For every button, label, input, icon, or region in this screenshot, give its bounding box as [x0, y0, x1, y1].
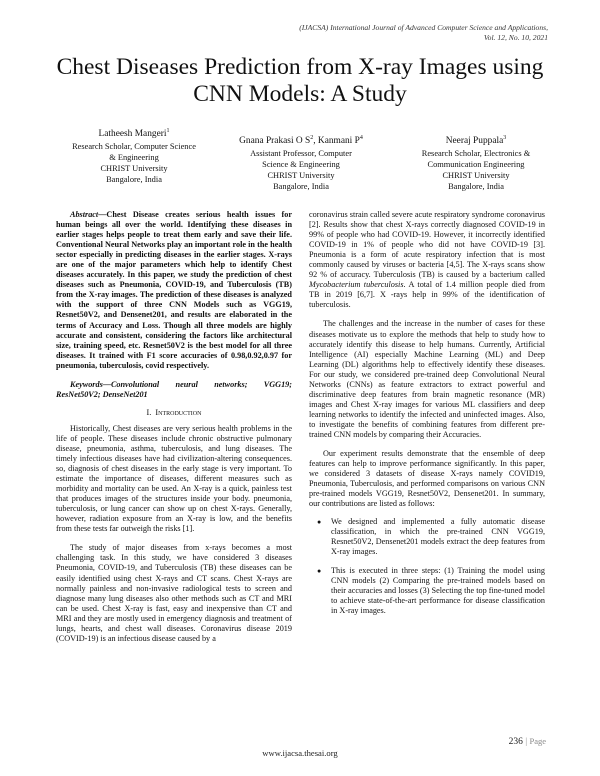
author-name: Latheesh Mangeri$^1$	[98, 128, 170, 140]
body-paragraph: coronavirus strain called severe acute respiratory syndrome coronavirus [2]. Results show that chest X-rays correctly diagnosed COVID-19 in 99% of people who had COVID-19. However, it incorrectly identified COVID-19 in 1% of people who did not have COVID-19 [3]. Pneumonia is a form of acute respiratory infection that is most commonly caused by viruses or bacteria [4,5]. The X-rays scans show 92 % of accuracy. Tuberculosis (TB) is caused by a bacterium called Mycobacterium tuberculosis. A total of 1.4 million people died from TB in 2019 [6,7]. X -rays help in 99% of the identification of tuberculosis.	[309, 210, 546, 310]
author-affiliation: Research Scholar, Computer Science	[72, 142, 196, 152]
author-affiliation: Communication Engineering	[427, 160, 525, 170]
page-separator: |	[525, 737, 528, 747]
abstract-lead: Abstract	[70, 210, 99, 219]
author-name: Gnana Prakasi O $S^2$, Kanmani $P^4$	[239, 135, 363, 147]
title-line-2: CNN Models: A Study	[193, 81, 407, 107]
section-number: I.	[146, 407, 152, 417]
keywords: Keywords—Convolutional neural networks; VGG19; ResNet50V2; DenseNet201	[56, 379, 292, 399]
body-paragraph: Our experiment results demonstrate that the ensemble of deep features can help to improve performance significantly. In this paper, we considered 3 datasets of disease X-rays namely COVID19, Pneumonia, Tuberculosis, and performed comparisons on various CNN pre-trained models VGG19, Resnet50V2, Densenet201. In summary, our contributions are listed as follows:	[309, 449, 545, 509]
abstract-text: —Chest Disease creates serious health issues for human beings all over the world. Identifying these diseases in earlier stages helps people to treat them early and save their life. Conventional Neural Networks play an important role in the health sector especially in predicting diseases in the earlier stages. X-rays are one of the major parameters which help to identify Chest diseases accurately. In this paper, we study the prediction of chest diseases such as Pneumonia, COVID-19, and Tuberculosis (TB) from the X-ray images. The prediction of these diseases is analyzed with the support of three CNN Models such as VGG19, Resnet50V2, and Densenet201, and results are elaborated in the terms of Accuracy and Loss. Though all three models are highly accurate and consistent, considering the factors like architectural size, training speed, etc. Resnet50V2 is the best model for all three diseases. It trained with F1 score accuracies of 0.98,0.92,0.97 for pneumonia, tuberculosis, covid respectively.	[56, 210, 292, 370]
author-affiliation: CHRIST University	[442, 171, 510, 181]
page-number-box	[509, 736, 546, 747]
footer-url[interactable]: www.ijacsa.thesai.org	[262, 748, 338, 758]
author-block-3	[392, 131, 560, 192]
left-column	[56, 210, 292, 644]
author-block-1	[50, 124, 218, 185]
author-affiliation: Science & Engineering	[262, 160, 340, 170]
list-item: ● We designed and implemented a fully automatic disease classification, in which the pre-trained CNN VGG19, Resnet50V2, Densenet201 models extract the deep features from X-ray images.	[331, 517, 545, 557]
author-name: Neeraj Puppala$^3$	[445, 135, 507, 147]
abstract	[56, 210, 292, 371]
author-affiliation: CHRIST University	[267, 171, 335, 181]
journal-name: (IJACSA) International Journal of Advanced Computer Science and Applications,	[299, 23, 548, 32]
body-paragraph: The study of major diseases from x-rays becomes a most challenging task. In this study, we have considered 3 diseases Pneumonia, COVID-19, and Tuberculosis (TB) these diseases can be easily identified using chest X-rays and CT scans. Chest X-rays are normally painless and non-invasive radiological tests to screen and diagnose many lung diseases also other methods such as CT and MRI can be used. Chest X-ray is fast, easy and inexpensive than CT and MRI and they are mostly used in emergency diagnosis and treatment of lungs, hearts, and chest wall diseases. Coronavirus disease 2019 (COVID-19) is an infectious disease caused by a	[56, 543, 292, 643]
page-label: Page	[529, 736, 546, 746]
journal-volume: Vol. 12, No. 10, 2021	[483, 33, 548, 42]
body-paragraph: Historically, Chest diseases are very serious health problems in the life of people. These diseases include chronic obstructive pulmonary disease, pneumonia, asthma, tuberculosis, and lung diseases. The timely infectious diseases have had civilization-altering consequences. so, diagnosis of chest diseases in the early stage is very important. To estimate the importance of diseases, different measures such as morbidity and mortality can be used. An X-ray is a quick, painless test that produces images of the structures inside your body. pneumonia, tuberculosis, or lung cancer can show up on chest X-rays. Generally, however, radiation exposure from an X-ray is low, and the benefits from these tests far outweigh the risks [1].	[56, 423, 292, 534]
author-block-2	[216, 131, 386, 192]
page-number: 236	[508, 737, 523, 747]
right-column	[309, 210, 545, 616]
author-affiliation: & Engineering	[109, 153, 159, 163]
running-header	[299, 23, 548, 43]
author-affiliation: Bangalore, India	[448, 182, 504, 192]
section-heading	[56, 408, 292, 418]
list-item: ● This is executed in three steps: (1) Training the model using CNN models (2) Comparing the pre-trained models based on their accuracies and losses (3) Selecting the top fine-tuned model to achieve state-of-the-art performance for disease classification in X-ray images.	[331, 566, 545, 616]
author-affiliation: Research Scholar, Electronics &	[421, 149, 531, 159]
author-affiliation: Bangalore, India	[273, 182, 329, 192]
author-affiliation: Assistant Professor, Computer	[250, 149, 352, 159]
paper-title	[40, 54, 560, 108]
section-title: Introduction	[155, 407, 202, 417]
title-line-1: Chest Diseases Prediction from X-ray Images using	[56, 54, 544, 80]
contributions-list	[309, 517, 545, 615]
author-affiliation: CHRIST University	[100, 164, 168, 174]
author-affiliation: Bangalore, India	[106, 175, 162, 185]
body-paragraph: The challenges and the increase in the number of cases for these diseases motivate us to explore the methods that help to study how to accurately identify this disease to help humans. Currently, Artificial Intelligence (AI) especially Machine Learning (ML) and Deep Learning (DL) algorithms help to effectively identify these diseases. For our study, we considered pre-trained deep Convolutional Neural Networks (CNNs) as feature extractors to extract powerful and discriminative deep features from brain magnetic resonance (MR) images and Chest X-ray images for various ML classifiers and deep learning networks to identify the infected and uninfected images. Also, to investigate the benefits of combining features from different pre-trained CNN models by comparing their Accuracies.	[309, 319, 545, 439]
species-name: Mycobacterium tuberculosis	[309, 280, 404, 290]
